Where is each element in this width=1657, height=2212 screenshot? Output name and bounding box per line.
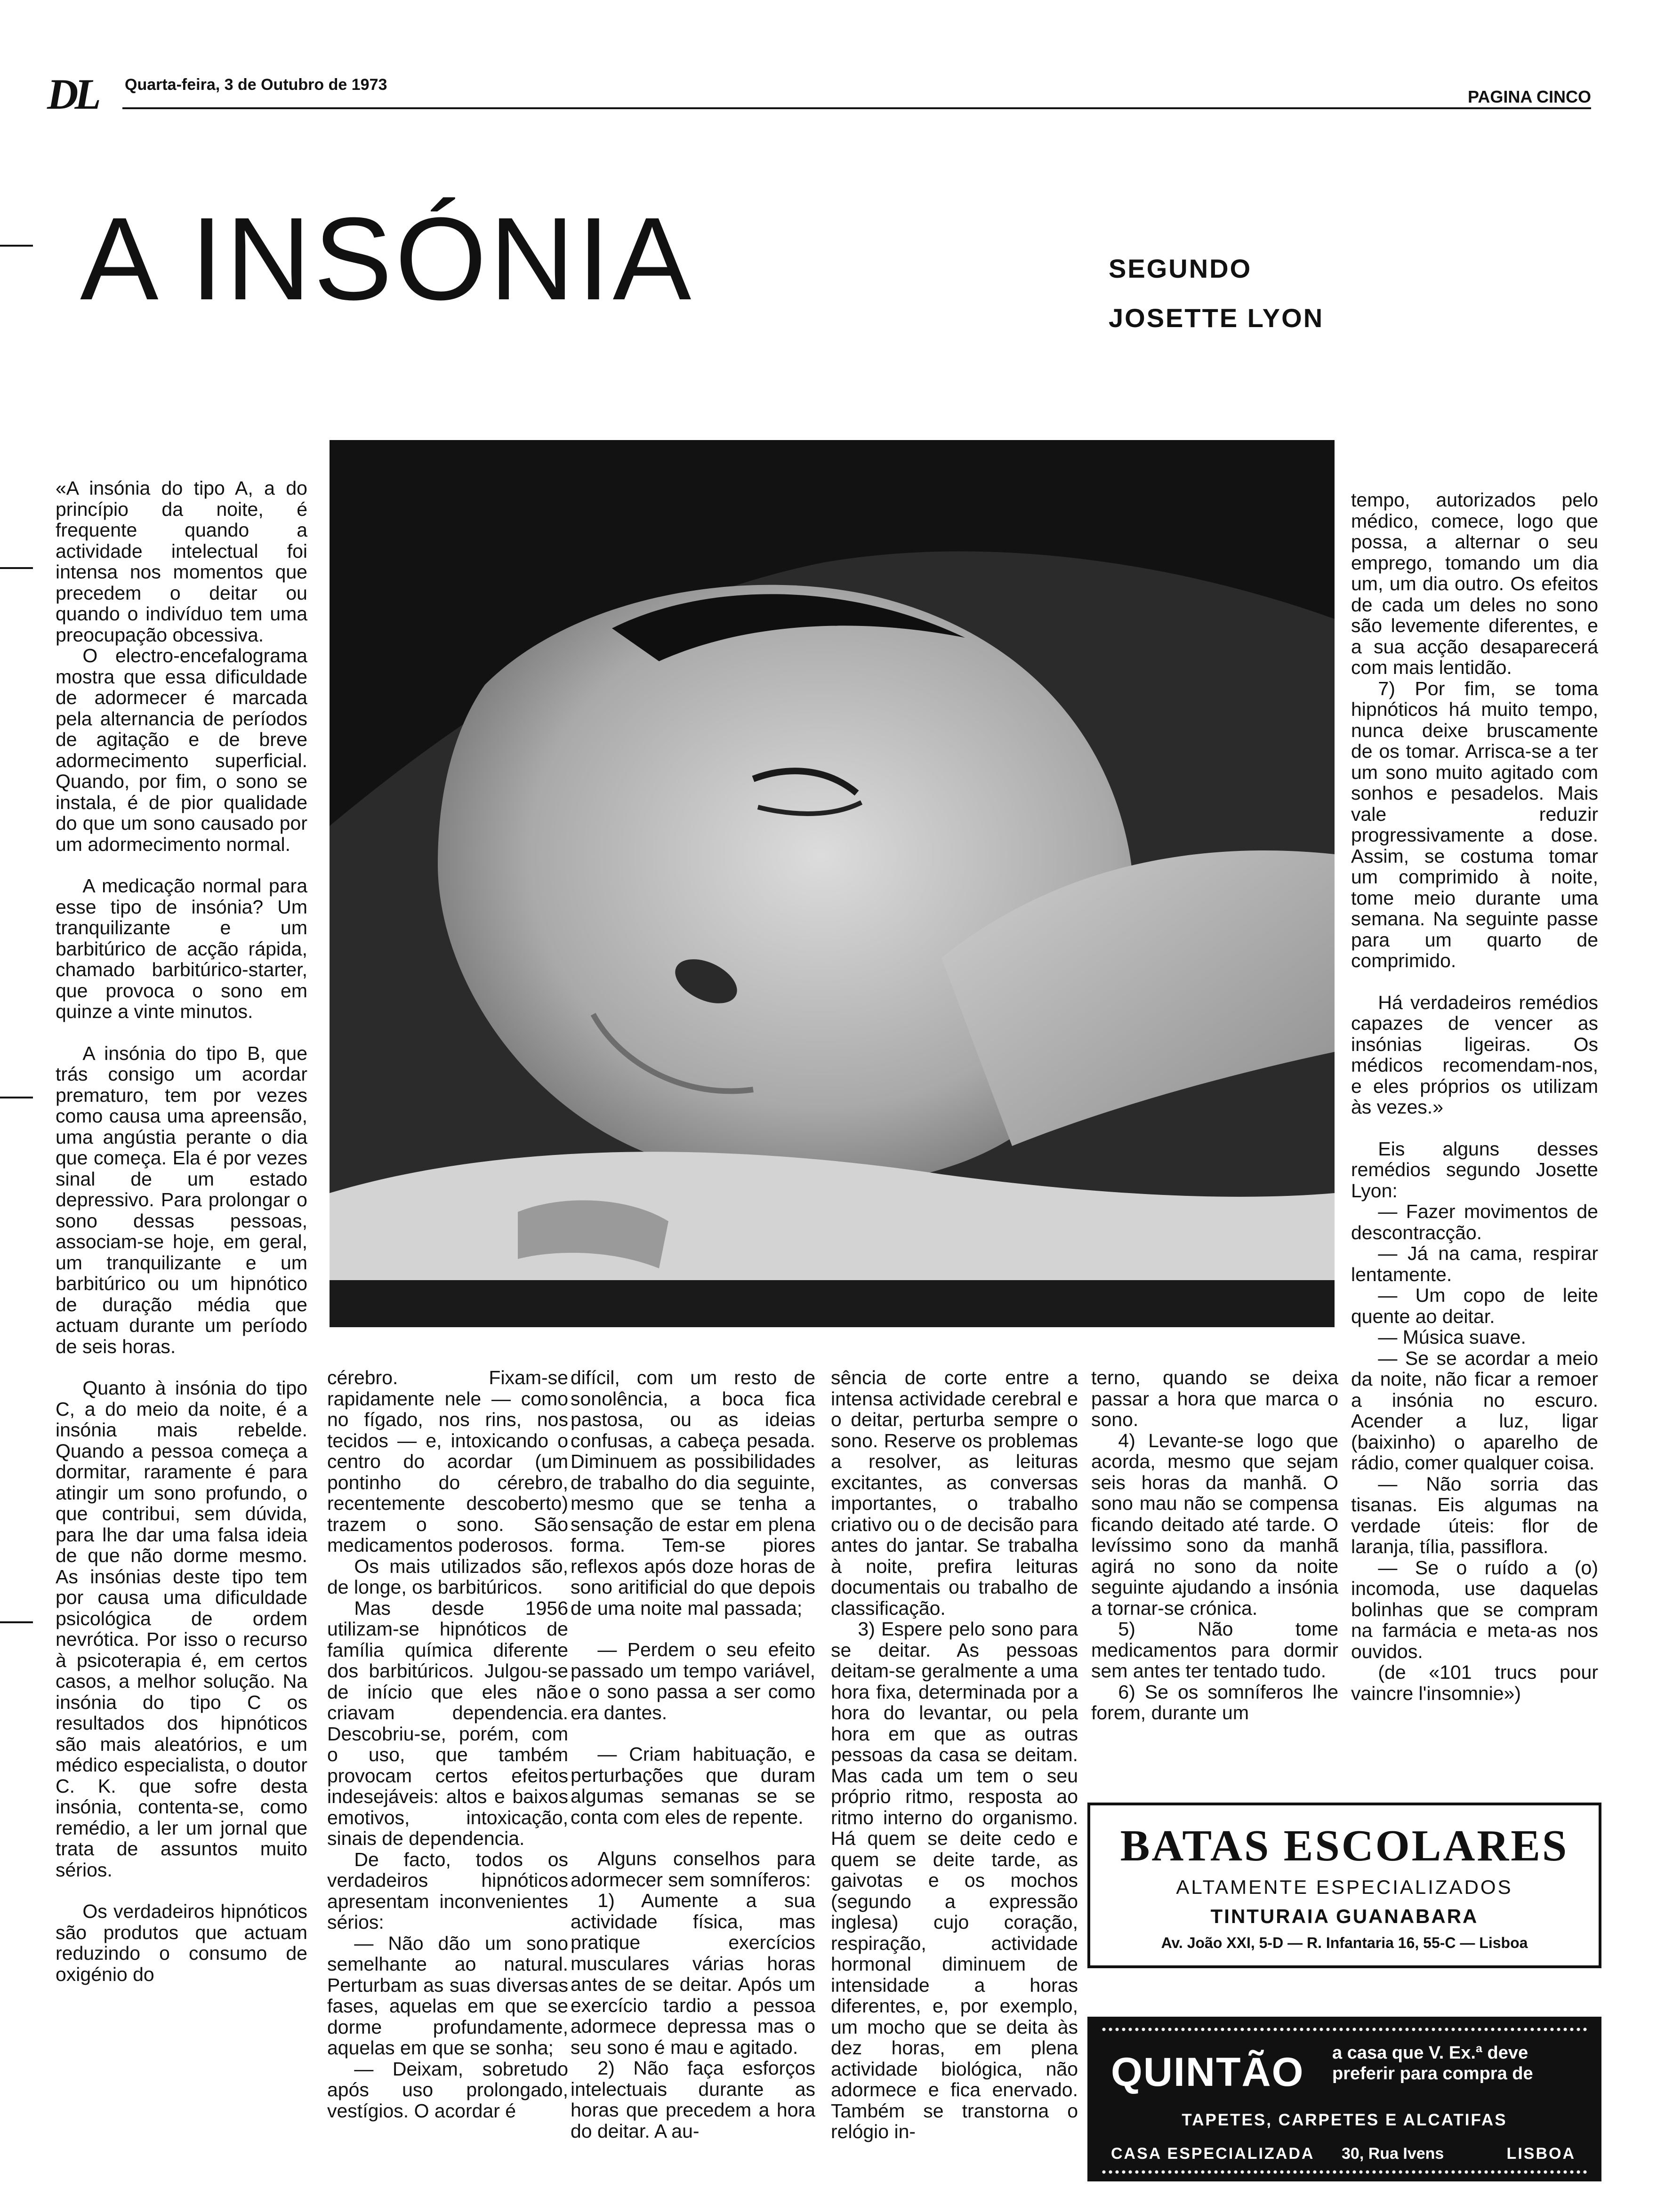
byline-label: SEGUNDO xyxy=(1109,254,1252,283)
paragraph: 7) Por fim, se toma hipnóticos há muito tempo, nunca deixe bruscamente de os tomar. Arrisca-se a ter um sono muito agitado com sonhos e pesadelos. Mais vale reduzir progressivamente a dose. Assim, se costuma tomar um comprimido à noite, tome meio durante uma semana. Na seguinte passe para um quarto de comprimido. xyxy=(1351,677,1598,971)
issue-date: Quarta-feira, 3 de Outubro de 1973 xyxy=(125,76,387,94)
paragraph: Quanto à insónia do tipo C, a do meio da noite, é a insónia mais rebelde. Quando a pessoa começa a dormitar, raramente é para atingir um sono profundo, o que contribui, sem dúvida, para lhe dar uma falsa ideia de que não dorme mesmo. As insónias deste tipo tem por causa uma dificuldade psicológica de ordem nevrótica. Por isso o recurso à psicoterapia é, em certos casos, a melhor solução. Na insónia do tipo C os resultados dos hipnóticos são mais aleatórios, e um médico especialista, o doutor C. K. que sofre desta insónia, contenta-se, como remédio, a ler um jornal que trata de assuntos muito sérios. xyxy=(56,1377,307,1881)
remedy-item: — Já na cama, respirar lentamente. xyxy=(1351,1242,1598,1285)
paragraph: difícil, com um resto de sonolência, a boca fica pastosa, ou as ideias confusas, a cabeça pesada. Diminuem as possibilidades de trabalho do dia seguinte, mesmo que se tenha a sensação de estar em plena forma. Tem-se piores reflexos após doze horas de sono aritificial do que depois de uma noite mal passada; xyxy=(571,1367,815,1619)
remedy-item: — Música suave. xyxy=(1378,1326,1526,1348)
remedy-item: — Fazer movimentos de descontracção. xyxy=(1351,1201,1598,1243)
source-citation: (de «101 trucs pour vaincre l'insomnie») xyxy=(1351,1661,1598,1704)
ad-street: 30, Rua Ivens xyxy=(1342,2145,1444,2163)
article-column-1 xyxy=(56,478,307,1985)
paragraph: Mas desde 1956 utilizam-se hipnóticos de família química diferente dos barbitúricos. Julgou-se de início que eles não criavam dependencia. Descobriu-se, porém, com o uso, que também provocam certos efeitos indesejáveis: altos e baixos emotivos, intoxicação, sinais de dependencia. xyxy=(327,1597,568,1849)
paragraph: Os verdadeiros hipnóticos são produtos que actuam reduzindo o consumo de oxigénio do xyxy=(56,1900,307,1985)
paragraph: cérebro. Fixam-se rapidamente nele — como no fígado, nos rins, nos tecidos — e, intoxicando o centro do acordar (um pontinho do cérebro, recentemente descoberto) trazem o sono. São medicamentos poderosos. xyxy=(327,1367,568,1556)
ad-shop: CASA ESPECIALIZADA xyxy=(1111,2145,1315,2163)
sleeping-woman-image xyxy=(330,440,1335,1327)
remedy-item: — Um copo de leite quente ao deitar. xyxy=(1351,1284,1598,1327)
masthead-rule xyxy=(122,107,1591,109)
paragraph: Eis alguns desses remédios segundo Josette Lyon: xyxy=(1351,1138,1598,1202)
margin-mark xyxy=(0,245,33,247)
paragraph: A medicação normal para esse tipo de insónia? Um tranquilizante e um barbitúrico de acção rápida, chamado barbitúrico-starter, que provoca o sono em quinze a vinte minutos. xyxy=(56,875,307,1022)
newspaper-logo: DL xyxy=(47,70,97,118)
margin-mark xyxy=(0,1097,33,1098)
paragraph: — Não dão um sono semelhante ao natural. Perturbam as suas diversas fases, aquelas em que se dorme profundamente, aquelas em que se sonha; xyxy=(327,1932,568,2059)
paragraph: De facto, todos os verdadeiros hipnóticos apresentam inconvenientes sérios: xyxy=(327,1848,568,1933)
paragraph: — Deixam, sobretudo após uso prolongado, vestígios. O acordar é xyxy=(327,2058,568,2122)
headline: A INSÓNIA xyxy=(80,193,694,324)
paragraph: sência de corte entre a intensa actividade cerebral e o deitar, perturba sempre o sono. Reserve os problemas a resolver, as leituras excitantes, as conversas importantes, o trabalho criativo ou o de decisão para antes do jantar. Se trabalha à noite, prefira leituras documentais ou trabalho de classificação. xyxy=(831,1367,1078,1619)
paragraph: 1) Aumente a sua actividade física, mas pratique exercícios musculares várias horas antes de se deitar. Após um exercício tardio a pessoa adormece depressa mas o seu sono é mau e agitado. xyxy=(571,1890,815,2058)
paragraph: Os mais utilizados são, de longe, os barbitúricos. xyxy=(327,1555,568,1598)
ad-subtitle: ALTAMENTE ESPECIALIZADOS xyxy=(1176,1876,1513,1898)
remedy-item: — Se o ruído a (o) incomoda, use daquelas bolinhas que se compram na farmácia e meta-as nos ouvidos. xyxy=(1351,1556,1598,1662)
paragraph: «A insónia do tipo A, a do princípio da noite, é frequente quando a actividade intelectual foi intensa nos momentos que precedem o deitar ou quando o indivíduo tem uma preocupação obcessiva. xyxy=(56,477,307,646)
margin-mark xyxy=(0,1621,33,1623)
paragraph: Alguns conselhos para adormecer sem somníferos: xyxy=(571,1848,815,1891)
remedy-item: — Se se acordar a meio da noite, não ficar a remoer a insónia no escuro. Acender a luz, ligar (baixinho) o aparelho de rádio, comer qualquer coisa. xyxy=(1351,1347,1598,1474)
article-column-4 xyxy=(831,1367,1078,2142)
paragraph: O electro-encefalograma mostra que essa dificuldade de adormecer é marcada pela alternancia de períodos de agitação e de breve adormecimento superficial. Quando, por fim, o sono se instala, é de pior qualidade do que um sono causado por um adormecimento normal. xyxy=(56,645,307,855)
ad-products: TAPETES, CARPETES E ALCATIFAS xyxy=(1182,2111,1507,2129)
remedy-item: — Não sorria das tisanas. Eis algumas na verdade úteis: flor de laranja, tília, passiflora. xyxy=(1351,1473,1598,1557)
ad-brand: QUINTÃO xyxy=(1111,2050,1304,2095)
paragraph: tempo, autorizados pelo médico, comece, logo que possa, a alternar o seu emprego, tomando um dia um, um dia outro. Os efeitos de cada um deles no sono são levemente diferentes, e a sua acção desaparecerá com mais lentidão. xyxy=(1351,489,1598,678)
article-column-right xyxy=(1351,489,1598,1704)
paragraph: 5) Não tome medicamentos para dormir sem antes ter tentado tudo. xyxy=(1091,1618,1338,1682)
paragraph: 6) Se os somníferos lhe forem, durante um xyxy=(1091,1681,1338,1723)
article-column-5 xyxy=(1091,1367,1338,1723)
byline-author: JOSETTE LYON xyxy=(1109,303,1324,333)
paragraph: 4) Levante-se logo que acorda, mesmo que sejam seis horas da manhã. O sono mau não se compensa ficando deitado até tarde. O levíssimo sono da manhã agirá no sono da noite seguinte ajudando a insónia a tornar-se crónica. xyxy=(1091,1429,1338,1619)
ad-tagline: a casa que V. Ex.ª deve preferir para compra de xyxy=(1332,2043,1533,2084)
page-label: PAGINA CINCO xyxy=(1467,87,1591,106)
paragraph: A insónia do tipo B, que trás consigo um acordar prematuro, tem por vezes como causa uma apreensão, uma angústia perante o dia que começa. Ela é por vezes sinal de um estado depressivo. Para prolongar o sono dessas pessoas, associam-se hoje, em geral, um tranquilizante e um barbitúrico ou um hipnótico de duração média que actuam durante um período de seis horas. xyxy=(56,1042,307,1357)
advertisement-batas-escolares xyxy=(1087,1803,1601,1968)
advertisement-quintao xyxy=(1087,2017,1601,2181)
paragraph: Há verdadeiros remédios capazes de vencer as insónias ligeiras. Os médicos recomendam-nos, e eles próprios os utilizam às vezes.» xyxy=(1351,991,1598,1118)
paragraph: terno, quando se deixa passar a hora que marca o sono. xyxy=(1091,1367,1338,1430)
paragraph: 2) Não faça esforços intelectuais durante as horas que precedem a hora do deitar. A au- xyxy=(571,2057,815,2142)
ad-title: BATAS ESCOLARES xyxy=(1120,1821,1569,1870)
byline xyxy=(1109,244,1324,343)
ad-border-dots xyxy=(1101,2170,1588,2174)
ad-border-dots xyxy=(1101,2027,1588,2032)
paragraph: — Perdem o seu efeito passado um tempo variável, e o sono passa a ser como era dantes. xyxy=(571,1639,815,1723)
paragraph: — Criam habituação, e perturbações que duram algumas semanas se se conta com eles de repente. xyxy=(571,1743,815,1828)
article-photo xyxy=(330,440,1335,1327)
ad-city: LISBOA xyxy=(1506,2145,1576,2163)
ad-company: TINTURAIA GUANABARA xyxy=(1210,1905,1479,1927)
masthead xyxy=(47,66,1591,118)
article-column-3 xyxy=(571,1367,815,2141)
margin-mark xyxy=(0,567,33,569)
article-column-2 xyxy=(327,1367,568,2121)
ad-address: Av. João XXI, 5-D — R. Infantaria 16, 55-C — Lisboa xyxy=(1161,1934,1528,1951)
paragraph: 3) Espere pelo sono para se deitar. As pessoas deitam-se geralmente a uma hora fixa, determinada por a hora do levantar, ou pela hora em que as outras pessoas da casa se deitam. Mas cada um tem o seu próprio ritmo, resposta ao ritmo interno do organismo. Há quem se deite cedo e quem se deite tarde, as gaivotas e os mochos (segundo a expressão inglesa) cujo coração, respiração, actividade hormonal diminuem de intensidade a horas diferentes, e, por exemplo, um mocho que se deita às dez horas, em plena actividade biológica, não adormece e fica enervado. Também se transtorna o relógio in- xyxy=(831,1618,1078,2142)
